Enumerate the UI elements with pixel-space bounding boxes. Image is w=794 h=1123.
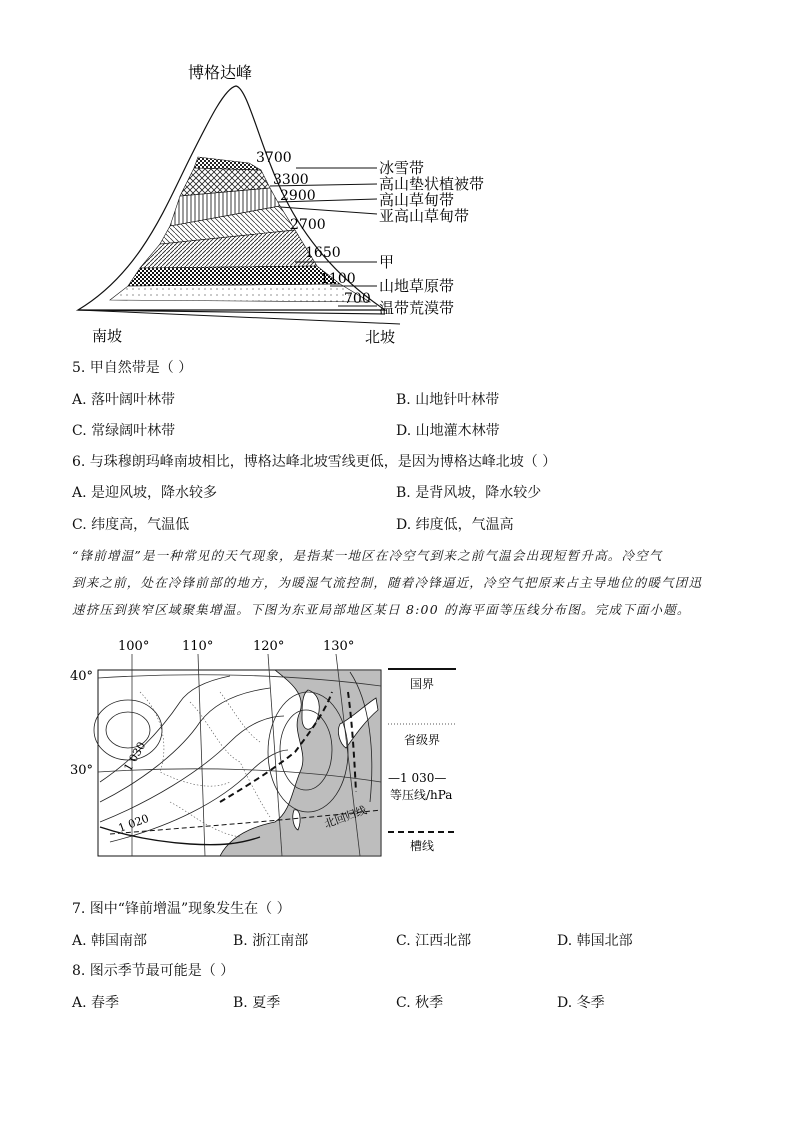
zone-label-subalpine-meadow: 亚高山草甸带	[379, 207, 470, 225]
tropic-label: 北回归线	[322, 803, 369, 831]
zone-label-alpine-cushion: 高山垫状植被带	[379, 175, 485, 193]
elev-3300: 3300	[273, 172, 309, 188]
elev-1650: 1650	[305, 245, 341, 261]
elev-1100: 1100	[320, 271, 356, 287]
bogda-vertical-zone-diagram	[70, 58, 510, 358]
q7-option-d[interactable]: D. 韩国北部	[557, 933, 633, 949]
south-slope-label: 南坡	[92, 327, 123, 345]
q7-option-a[interactable]: A. 韩国南部	[72, 933, 148, 949]
map-legend	[388, 669, 456, 853]
zone-mountain-steppe	[128, 266, 340, 286]
elev-2900: 2900	[280, 188, 316, 204]
isobar-label-1030: 1 030	[121, 739, 149, 774]
passage-line-3: 速挤压到狭窄区域聚集增温。下图为东亚局部地区某日 8:00 的海平面等压线分布图。完成下面小题。	[72, 602, 691, 617]
q6-option-a[interactable]: A. 是迎风坡，降水较多	[72, 485, 218, 501]
lon-110: 110°	[182, 639, 214, 654]
legend-isobar-sample: —1 030—	[388, 771, 447, 785]
passage	[72, 542, 722, 623]
q8-option-b[interactable]: B. 夏季	[233, 995, 281, 1011]
q5-option-c[interactable]: C. 常绿阔叶林带	[72, 423, 176, 439]
legend-isobar-label: 等压线/hPa	[390, 788, 453, 802]
passage-line-1: “锋前增温”是一种常见的天气现象，是指某一地区在冷空气到来之前气温会出现短暂升高。冷空气	[72, 548, 663, 563]
q7-stem: 7. 图中“锋前增温”现象发生在（ ）	[72, 901, 291, 917]
zone-label-desert: 温带荒漠带	[379, 299, 455, 317]
peak-label: 博格达峰	[188, 63, 253, 82]
lon-130: 130°	[323, 639, 355, 654]
zone-label-alpine-meadow: 高山草甸带	[379, 191, 455, 209]
zone-labels	[379, 159, 484, 317]
q6-option-b[interactable]: B. 是背风坡，降水较少	[396, 485, 542, 501]
east-asia-isobar-map	[70, 632, 470, 862]
elev-3700: 3700	[256, 150, 292, 166]
zone-label-jia: 甲	[379, 253, 395, 271]
q8-option-c[interactable]: C. 秋季	[396, 995, 444, 1011]
zone-label-ice-snow: 冰雪带	[379, 159, 425, 177]
legend-trough-label: 槽线	[410, 839, 435, 853]
lat-40: 40°	[70, 669, 94, 684]
q5-option-d[interactable]: D. 山地灌木林带	[396, 423, 500, 439]
isobar-label-1020: 1 020	[116, 811, 151, 835]
q5-stem: 5. 甲自然带是（ ）	[72, 360, 193, 376]
passage-line-2: 到来之前，处在冷锋前部的地方，为暖湿气流控制，随着冷锋逼近，冷空气把原来占主导地位的暖气团迅	[72, 575, 703, 590]
q8-stem: 8. 图示季节最可能是（ ）	[72, 963, 235, 979]
q6-option-c[interactable]: C. 纬度高，气温低	[72, 517, 190, 533]
q7-option-c[interactable]: C. 江西北部	[396, 933, 472, 949]
q6-stem: 6. 与珠穆朗玛峰南坡相比，博格达峰北坡雪线更低，是因为博格达峰北坡（ ）	[72, 454, 557, 470]
elev-700: 700	[344, 291, 371, 307]
q6-option-d[interactable]: D. 纬度低，气温高	[396, 517, 514, 533]
q8-option-d[interactable]: D. 冬季	[557, 995, 605, 1011]
legend-border-label: 国界	[410, 677, 435, 691]
q7-option-b[interactable]: B. 浙江南部	[233, 933, 309, 949]
lat-30: 30°	[70, 763, 94, 778]
lon-100: 100°	[118, 639, 150, 654]
q5-option-a[interactable]: A. 落叶阔叶林带	[72, 392, 176, 408]
legend-province-label: 省级界	[404, 733, 441, 747]
q5-option-b[interactable]: B. 山地针叶林带	[396, 392, 500, 408]
zone-label-mountain-steppe: 山地草原带	[379, 277, 455, 295]
q8-option-a[interactable]: A. 春季	[72, 995, 120, 1011]
latitude-labels	[70, 669, 93, 778]
north-slope-label: 北坡	[365, 328, 396, 346]
lon-120: 120°	[253, 639, 285, 654]
elev-2700: 2700	[290, 217, 326, 233]
longitude-labels	[118, 639, 354, 654]
